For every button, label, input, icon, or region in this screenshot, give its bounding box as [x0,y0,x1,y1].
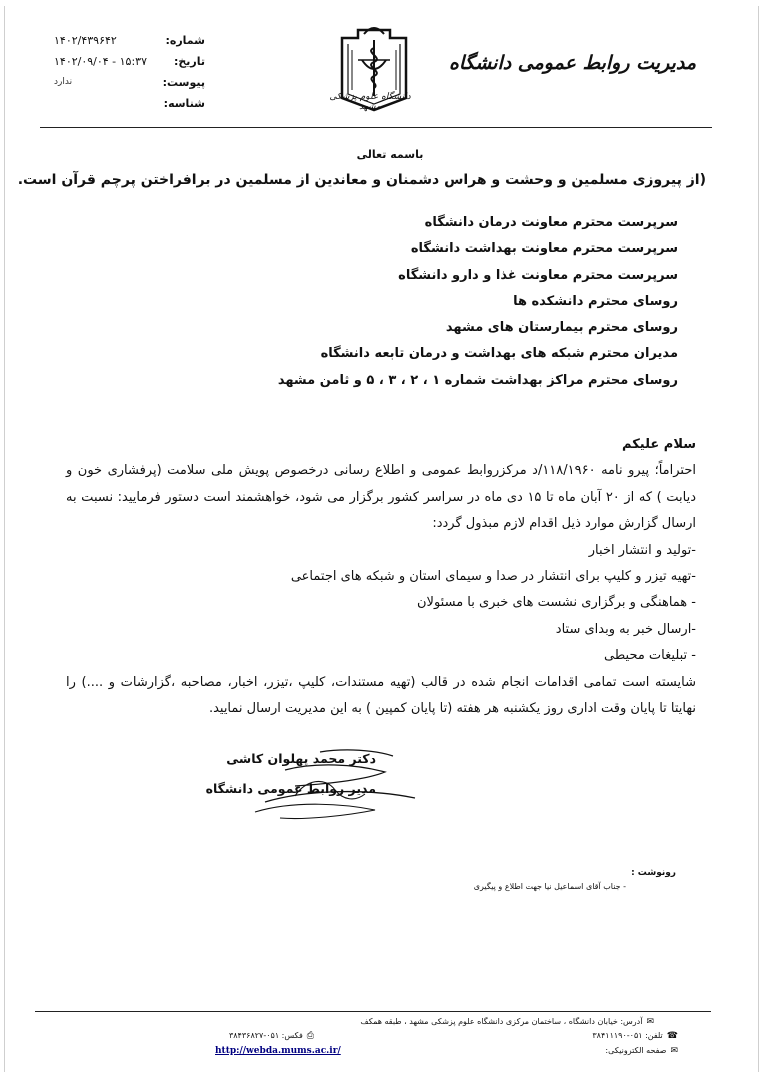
cc-item: - جناب آقای اسماعیل نیا جهت اطلاع و پیگیری [473,882,626,891]
date-label: تاریخ: [173,55,205,68]
handwritten-signature [225,740,425,825]
recipient: روسای محترم مراکز بهداشت شماره ۱ ، ۲ ، ۳ ، ۵ و ثامن مشهد [277,372,678,388]
recipient: سرپرست محترم معاونت غذا و دارو دانشگاه [398,267,678,283]
greeting: سلام علیکم [622,437,696,452]
recipient: سرپرست محترم معاونت درمان دانشگاه [424,215,678,230]
email-label: صفحه الکترونیکی: [605,1046,667,1055]
closing-paragraph: شایسته است تمامی اقدامات انجام شده در قالب (تهیه مستندات، کلیپ ،تیزر، اخبار، مصاحبه ،گزارشات و ....) را نهایتا تا پایان وقت اداری روز یکشنبه هر هفته (تا پایان کمپین ) به این مدیریت ارسال نمایید. [66,674,696,717]
fax-text: فکس: ۰۵۱-۳۸۴۳۶۸۲۷ [228,1031,303,1040]
date-value: ۱۴۰۲/۰۹/۰۴ - ۱۵:۳۷ [54,55,147,68]
attachment-label: پیوست: [162,76,205,89]
id-label: شناسه: [163,97,205,110]
footer-address [360,1017,654,1027]
action-item: - هماهنگی و برگزاری نشست های خبری با مسئولان [417,595,696,611]
action-item: -تهیه تیزر و کلیپ برای انتشار در صدا و سیمای استان و شبکه های اجتماعی [290,569,696,585]
recipient: مدیران محترم شبکه های بهداشت و درمان تابعه دانشگاه [320,346,678,362]
header-divider [40,127,712,128]
intro-paragraph: احتراماً؛ پیرو نامه ۱۱۸/۱۹۶۰/د مرکزروابط عمومی و اطلاع رسانی درخصوص پویش ملی سلامت (پرفشاری خون و دیابت ) که از ۲۰ آبان ماه تا ۱۵ دی ماه در سراسر کشور برگزار می شود، خواهشمند است دستور فرمایید: نسبت به ارسال گزارش موارد ذیل اقدام لازم مبذول گردد: [66,463,696,532]
fax-icon: ⎙ [306,1031,314,1041]
logo-caption: دانشگاه علوم پزشکی مشهد [329,92,411,112]
globe-icon: ✉ [670,1046,678,1056]
bismillah: باسمه تعالی [356,148,424,161]
department-title: مدیریت روابط عمومی دانشگاه [448,52,696,74]
envelope-icon: ✉ [646,1017,654,1027]
cc-label: رونوشت : [631,868,676,878]
footer-fax [229,1031,314,1041]
footer-email [605,1046,678,1056]
action-item: -تولید و انتشار اخبار [588,542,696,558]
attachment-value: ندارد [54,77,73,87]
number-label: شماره: [165,34,205,47]
slogan: (از پیروزی مسلمین و وحشت و هراس دشمنان و معاندین از مسلمین در برافراختن پرچم قرآن است. [17,172,706,188]
letter-meta-labels [155,30,205,114]
recipient: سرپرست محترم معاونت بهداشت دانشگاه [410,241,678,257]
letter-meta-values [54,30,154,93]
footer-divider [35,1011,711,1012]
recipient: روسای محترم دانشکده ها [513,293,678,309]
footer-phone [592,1031,678,1041]
phone-icon: ☎ [666,1031,678,1041]
website-link[interactable]: http://webda.mums.ac.ir/ [215,1046,341,1056]
signer-title: مدیر روابط عمومی دانشگاه [205,781,376,796]
address-text: آدرس: خیابان دانشگاه ، ساختمان مرکزی دانشگاه علوم پزشکی مشهد ، طبقه همکف [360,1017,643,1026]
recipients-list [118,210,678,394]
recipient: روسای محترم بیمارستان های مشهد [445,320,678,336]
letter-body [66,432,696,722]
number-value: ۱۴۰۲/۴۳۹۶۴۲ [54,34,117,47]
action-item: -ارسال خبر به وبدای ستاد [555,621,696,637]
phone-text: تلفن: ۰۵۱-۳۸۴۱۱۱۹۰ [592,1031,663,1040]
action-item: - تبلیغات محیطی [604,648,696,664]
signer-name: دکتر محمد پهلوان کاشی [226,751,376,766]
